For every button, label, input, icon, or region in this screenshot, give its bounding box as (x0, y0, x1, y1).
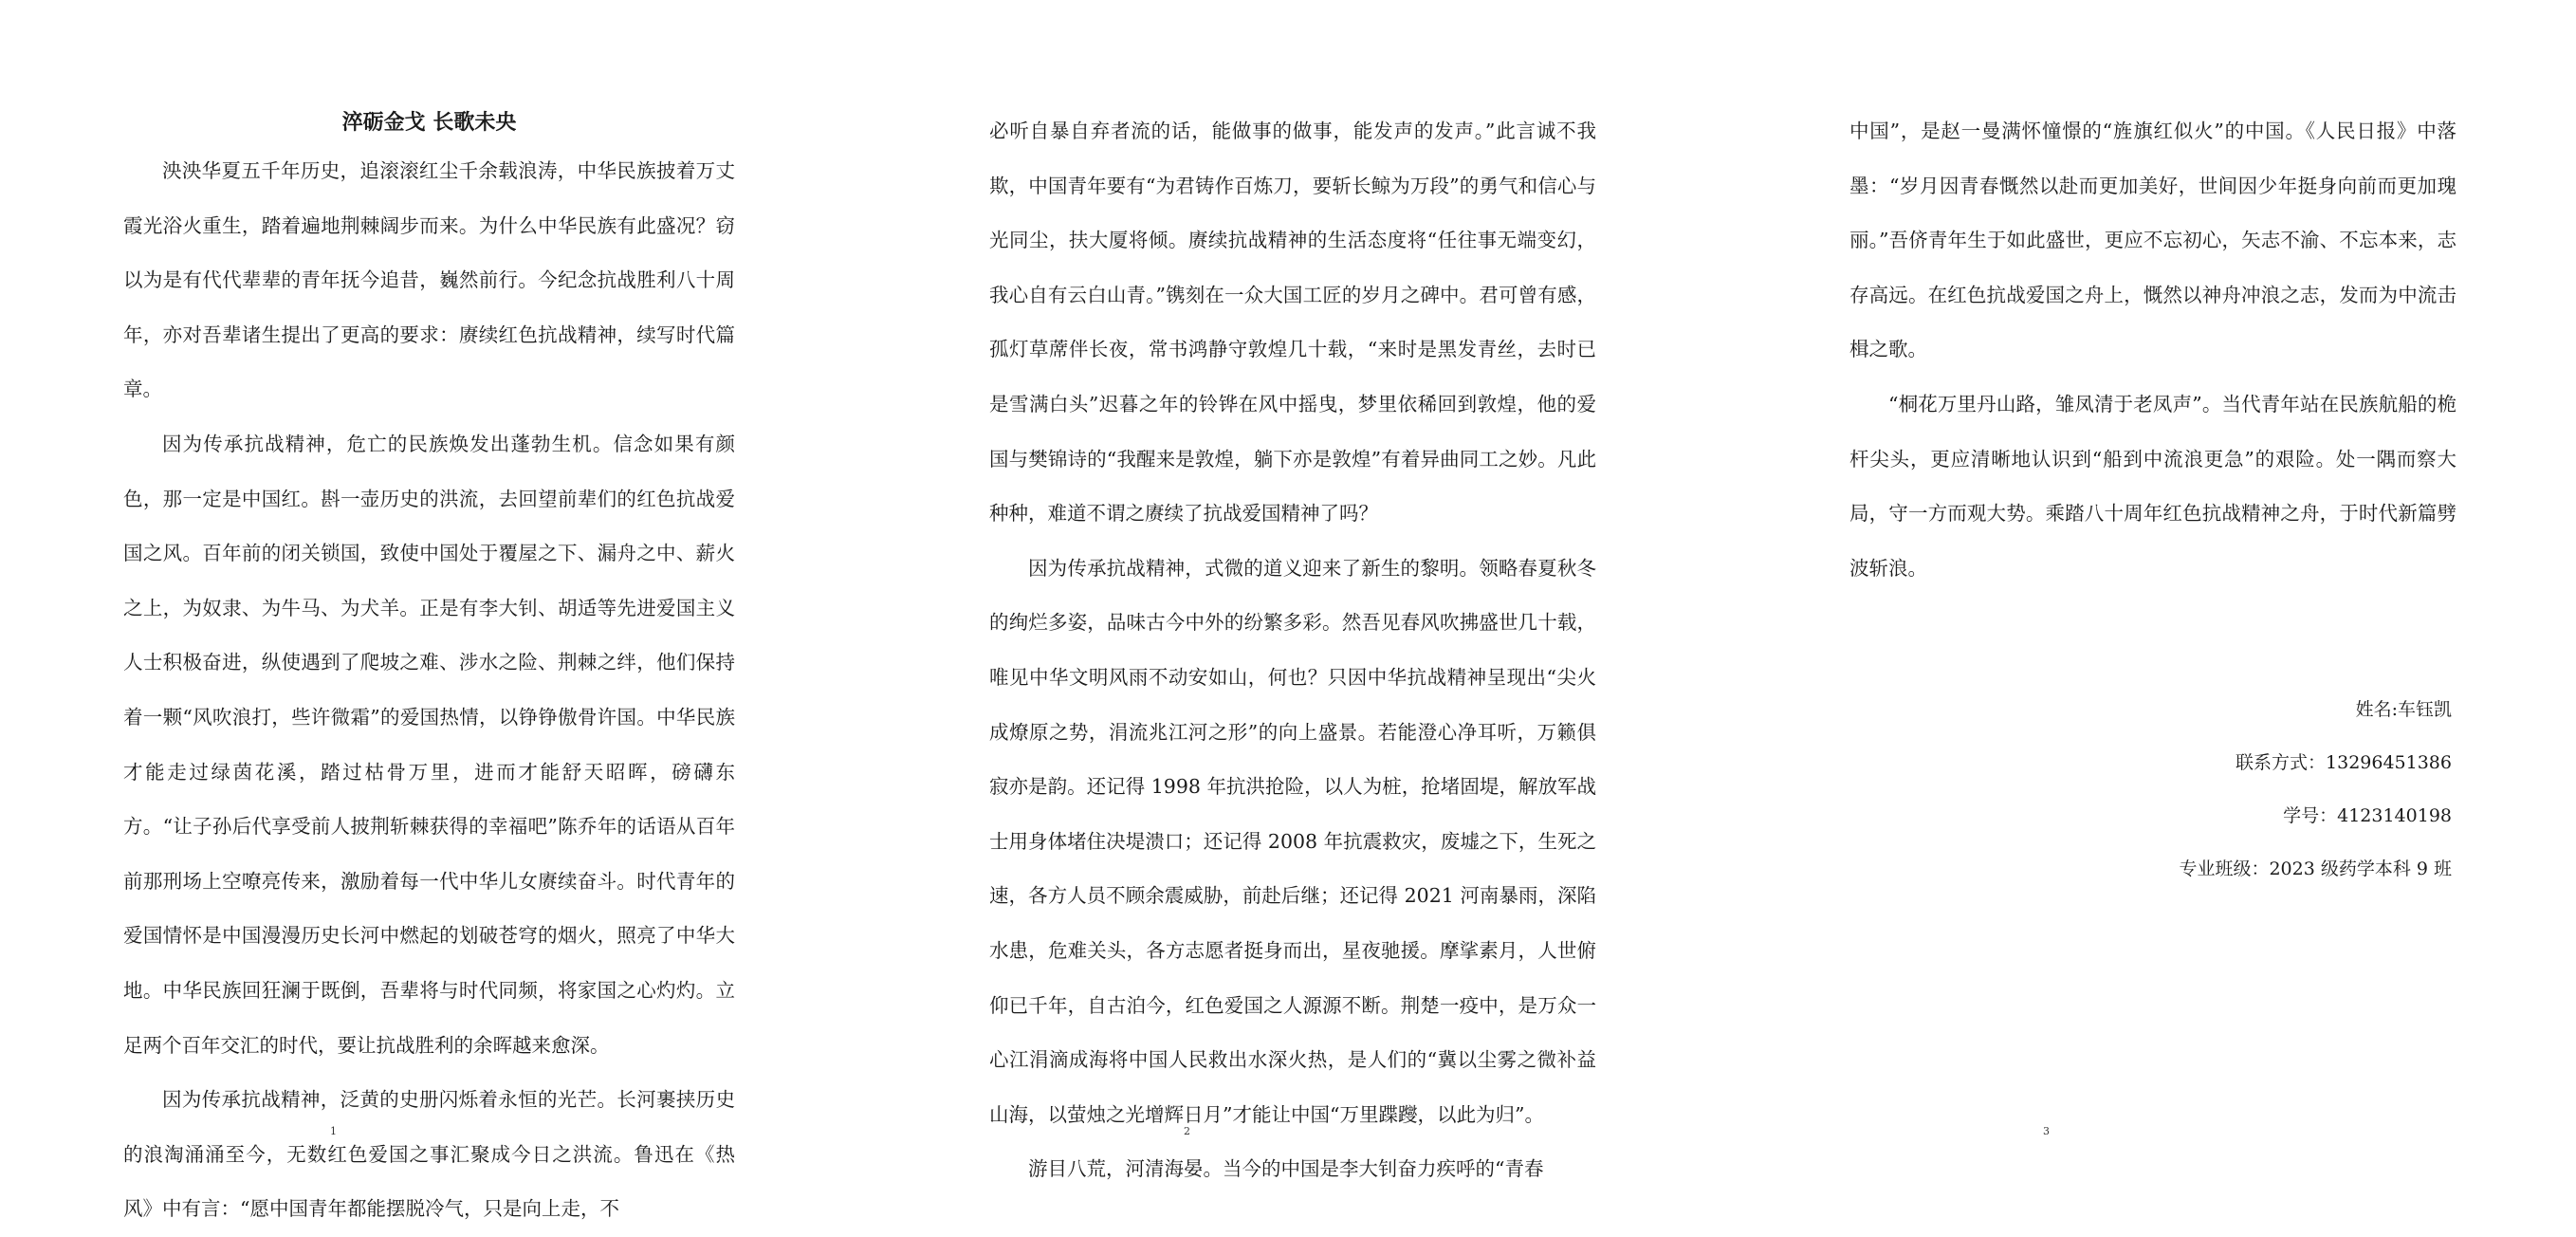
page-2 (858, 0, 1717, 1214)
paragraph: 因为传承抗战精神，危亡的民族焕发出蓬勃生机。信念如果有颜色，那一定是中国红。斟一壶历史的洪流，去回望前辈们的红色抗战爱国之风。百年前的闭关锁国，致使中国处于覆屋之下、漏舟之中、薪火之上，为奴隶、为牛马、为犬羊。正是有李大钊、胡适等先进爱国主义人士积极奋进，纵使遇到了爬坡之难、涉水之险、荆棘之绊，他们保持着一颗“风吹浪打，些许微霜”的爱国热情，以铮铮傲骨许国。中华民族才能走过绿茵花溪，踏过枯骨万里，进而才能舒天昭晖，磅礴东方。“让子孙后代享受前人披荆斩棘获得的幸福吧”陈乔年的话语从百年前那刑场上空嘹亮传来，激励着每一代中华儿女赓续奋斗。时代青年的爱国情怀是中国漫漫历史长河中燃起的划破苍穹的烟火，照亮了中华大地。中华民族回狂澜于既倒，吾辈将与时代同频，将家国之心灼灼。立足两个百年交汇的时代，要让抗战胜利的余晖越来愈深。 (123, 432, 735, 1057)
author-name: 姓名:车钰凯 (2355, 699, 2452, 720)
page-2-body (989, 104, 1596, 1197)
page-number: 2 (1184, 1125, 1190, 1137)
author-signature (2179, 683, 2452, 895)
essay-title: 淬砺金戈 长歌未央 (341, 110, 517, 135)
author-student-id: 学号：4123140198 (2283, 805, 2452, 826)
page-3 (1717, 0, 2575, 1214)
page-number: 3 (2043, 1125, 2050, 1137)
page-number: 1 (330, 1125, 337, 1137)
paragraph-continued: 中国”，是赵一曼满怀憧憬的“旌旗红似火”的中国。《人民日报》中落墨：“岁月因青春慨然以赴而更加美好，世间因少年挺身向前而更加瑰丽。”吾侪青年生于如此盛世，更应不忘初心，矢志不渝、不忘本来，志存高远。在红色抗战爱国之舟上，慨然以神舟冲浪之志，发而为中流击楫之歌。 (1849, 120, 2456, 361)
author-class: 专业班级：2023 级药学本科 9 班 (2179, 859, 2452, 879)
page-1-body (123, 144, 735, 1237)
author-contact: 联系方式：13296451386 (2236, 752, 2452, 773)
paragraph: 因为传承抗战精神，式微的道义迎来了新生的黎明。领略春夏秋冬的绚烂多姿，品味古今中外的纷繁多彩。然吾见春风吹拂盛世几十载，唯见中华文明风雨不动安如山，何也？只因中华抗战精神呈现出“尖火成燎原之势，涓流兆江河之形”的向上盛景。若能澄心净耳听，万籁俱寂亦是韵。还记得 1998 年抗洪抢险，以人为桩，抢堵固堤，解放军战士用身体堵住决堤溃口；还记得 2008 年抗震救灾，废墟之下，生死之速，各方人员不顾余震威胁，前赴后继；还记得 2021 河南暴雨，深陷水患，危难关头，各方志愿者挺身而出，星夜驰援。摩挲素月，人世俯仰已千年，自古泊今，红色爱国之人源源不断。荆楚一疫中，是万众一心江涓滴成海将中国人民救出水深火热，是人们的“冀以尘雾之微补益山海，以萤烛之光增辉日月”才能让中国“万里蹀躞，以此为归”。 (989, 556, 1596, 1126)
paragraph-continued: 必听自暴自弃者流的话，能做事的做事，能发声的发声。”此言诚不我欺，中国青年要有“为君铸作百炼刀，要斩长鲸为万段”的勇气和信心与光同尘，扶大厦将倾。赓续抗战精神的生活态度将“任往事无端变幻，我心自有云白山青。”镌刻在一众大国工匠的岁月之碑中。君可曾有感，孤灯草蓆伴长夜，常书鸿静守敦煌几十载，“来时是黑发青丝，去时已是雪满白头”迟暮之年的铃铧在风中摇曳，梦里依稀回到敦煌，他的爱国与樊锦诗的“我醒来是敦煌，躺下亦是敦煌”有着异曲同工之妙。凡此种种，难道不谓之赓续了抗战爱国精神了吗？ (989, 120, 1596, 526)
paragraph: 泱泱华夏五千年历史，追滚滚红尘千余载浪涛，中华民族披着万丈霞光浴火重生，踏着遍地荆棘阔步而来。为什么中华民族有此盛况？窃以为是有代代辈辈的青年抚今追昔，巍然前行。今纪念抗战胜利八十周年，亦对吾辈诸生提出了更高的要求：赓续红色抗战精神，续写时代篇章。 (123, 159, 735, 401)
paragraph: 游目八荒，河清海晏。当今的中国是李大钊奋力疾呼的“青春 (1028, 1157, 1544, 1181)
page-1 (0, 0, 858, 1221)
paragraph: “桐花万里丹山路，雏凤清于老凤声”。当代青年站在民族航船的桅杆尖头，更应清晰地认识到“船到中流浪更急”的艰险。处一隅而察大局，守一方而观大势。乘踏八十周年红色抗战精神之舟，于时代新篇劈波斩浪。 (1849, 392, 2456, 580)
paragraph: 因为传承抗战精神，泛黄的史册闪烁着永恒的光芒。长河裹挟历史的浪淘涌涌至今，无数红色爱国之事汇聚成今日之洪流。鲁迅在《热风》中有言：“愿中国青年都能摆脱冷气，只是向上走，不 (123, 1088, 735, 1221)
page-3-body (1849, 104, 2456, 596)
